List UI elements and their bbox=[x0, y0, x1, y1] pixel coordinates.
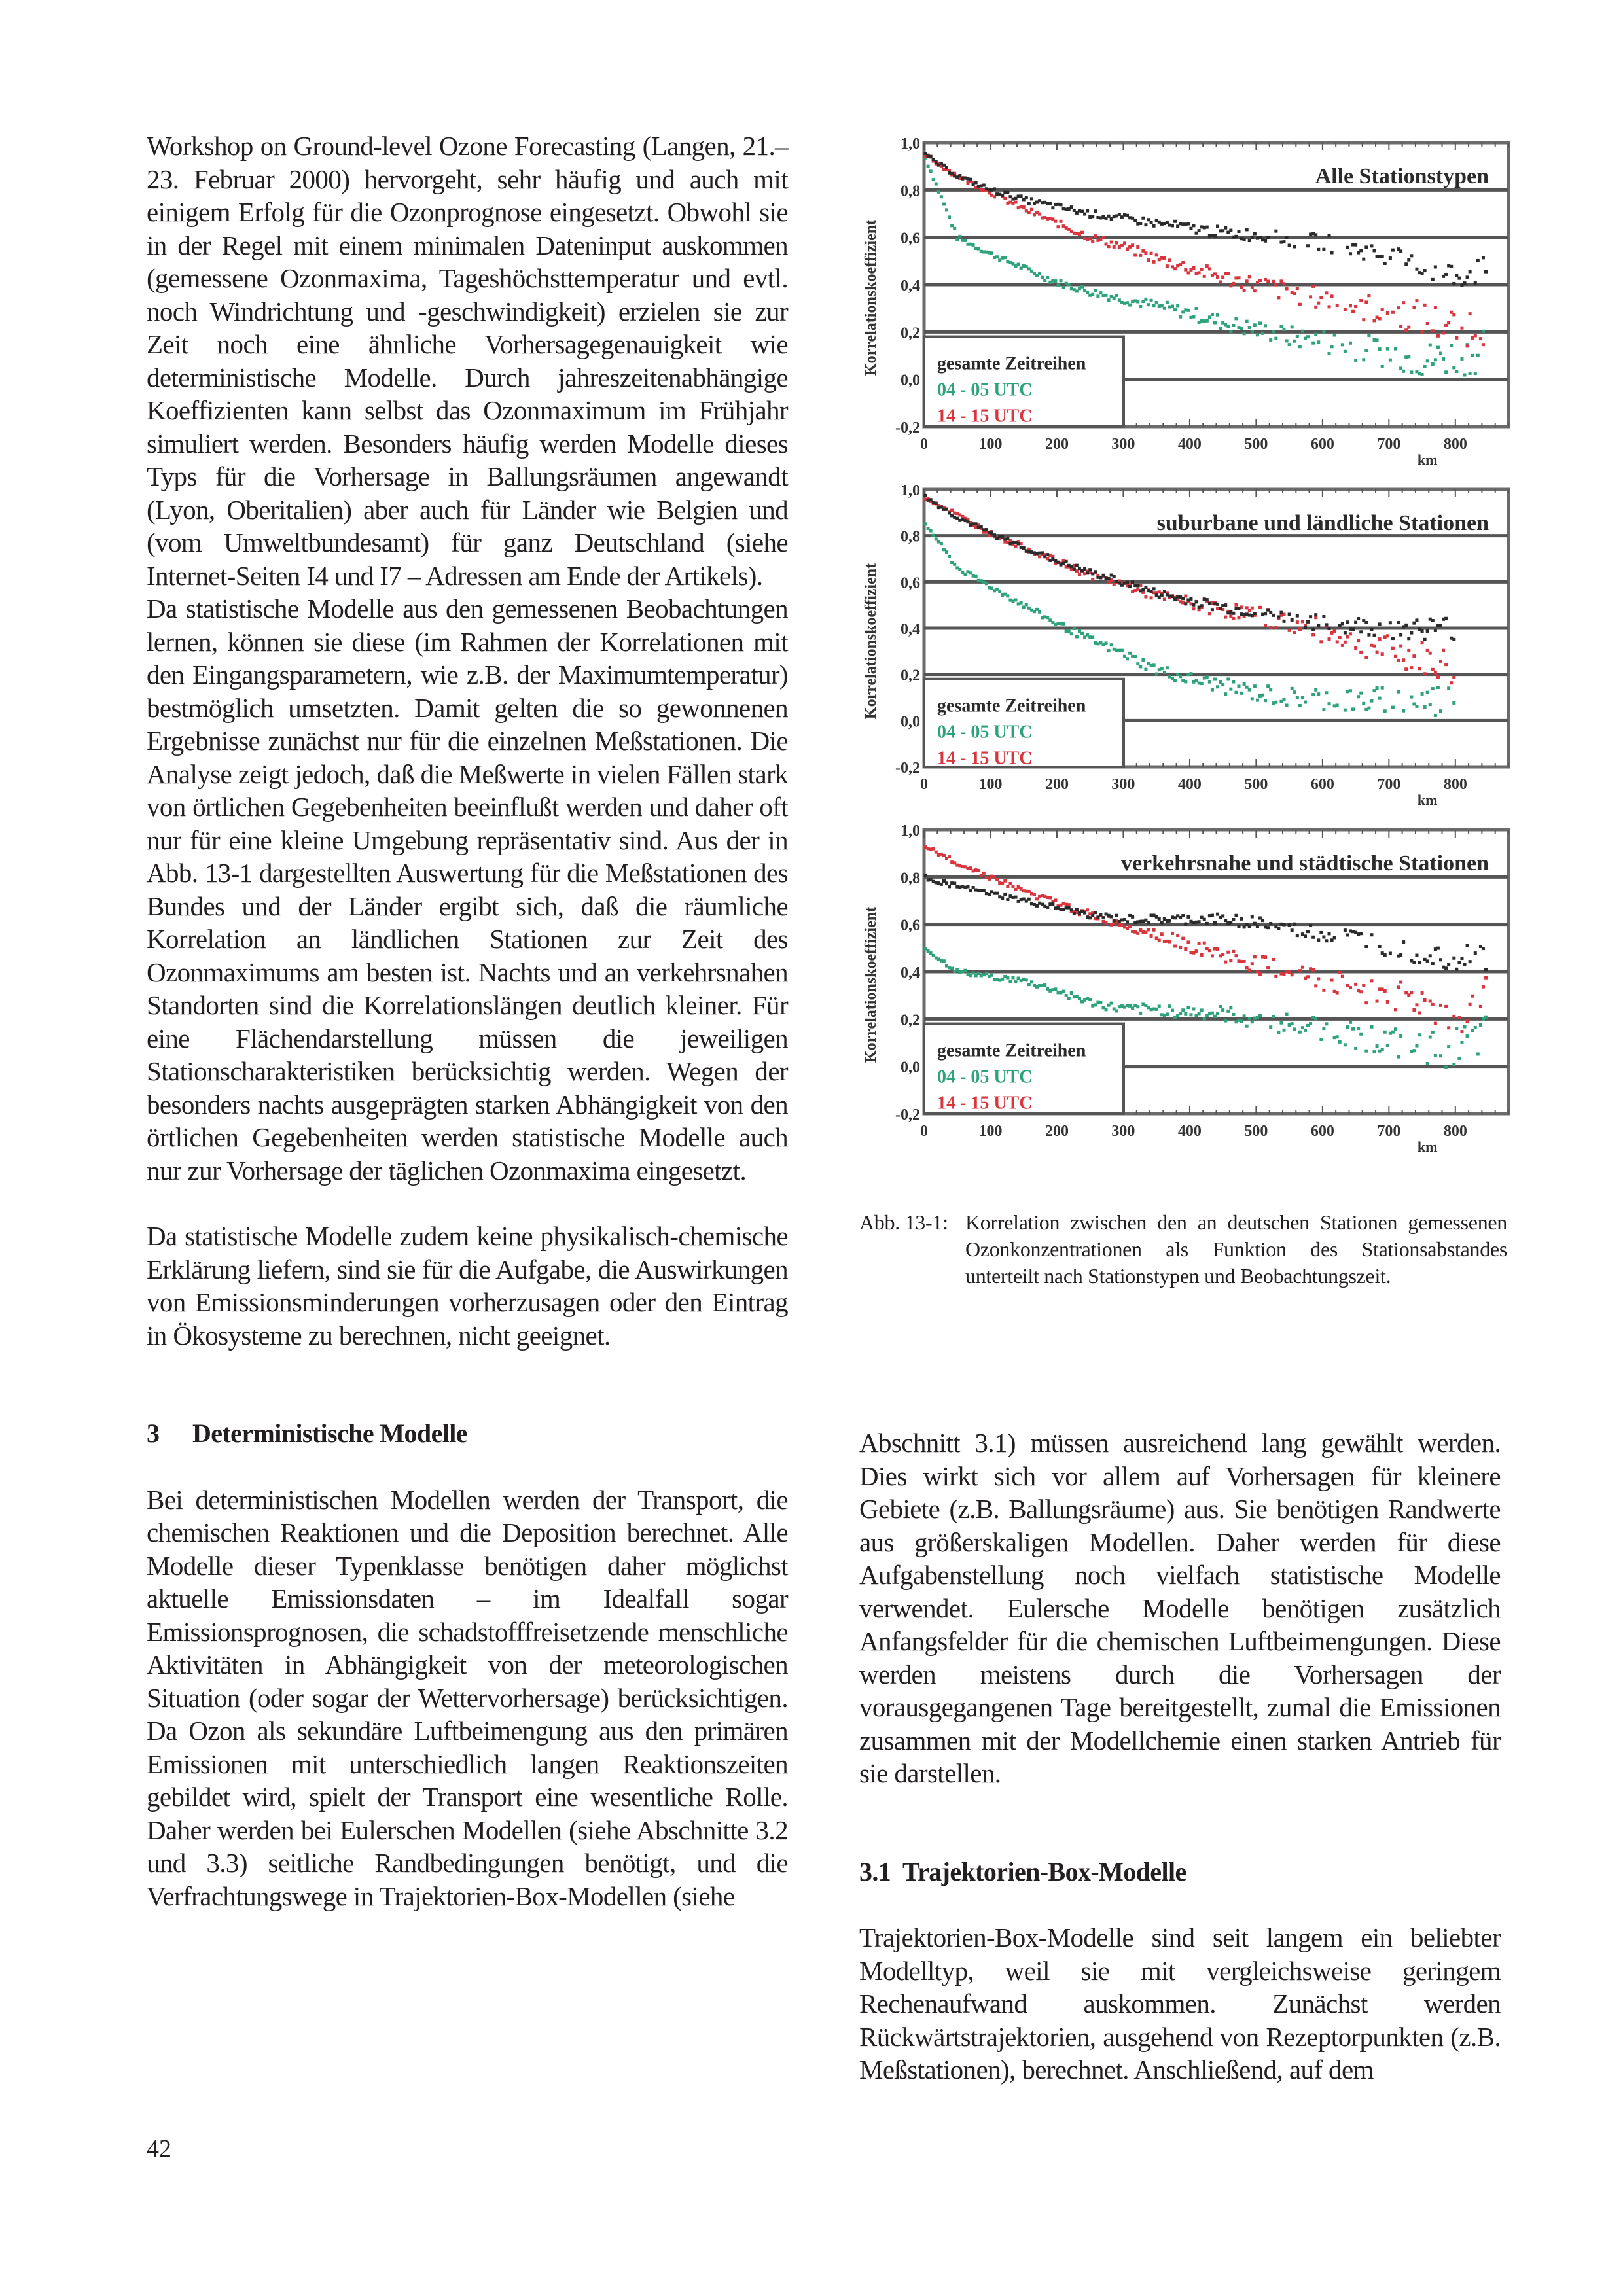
x-tick-label: 200 bbox=[1044, 436, 1069, 453]
x-tick-label: 700 bbox=[1377, 776, 1401, 793]
section-heading bbox=[147, 1417, 788, 1451]
legend-entry: gesamte Zeitreihen bbox=[937, 353, 1086, 374]
y-tick-label: 0,8 bbox=[901, 870, 920, 887]
legend-entry: 04 - 05 UTC bbox=[937, 1067, 1033, 1087]
legend bbox=[924, 1024, 1124, 1114]
legend-entry: gesamte Zeitreihen bbox=[937, 1040, 1086, 1061]
x-tick-label: 800 bbox=[1443, 1123, 1467, 1140]
paragraph: Bei deterministischen Modellen werden der Transport, die chemischen Reaktionen und die Deposition berechnet. Alle Modelle dieser Typenklasse benötigen daher möglichst aktuelle Emissionsdaten – im Idealfall sogar Emissionsprognosen, die schadstofffreisetzende menschliche Aktivitäten in Abhängigkeit von der meteorologischen Situation (oder sogar der Wettervorhersage) berücksichtigen. Da Ozon als sekundäre Luftbeimengung aus den primären Emissionen mit unterschiedlich langen Reaktionszeiten gebildet wird, spielt der Transport eine wesentliche Rolle. Daher werden bei Eulerschen Modellen (siehe Abschnitte 3.2 und 3.3) seitliche Randbedingungen benötigt, und die Verfrachtungswege in Trajektorien-Box-Modellen (siehe bbox=[147, 1484, 788, 1911]
x-tick-label: 400 bbox=[1177, 776, 1202, 793]
x-tick-label: 500 bbox=[1244, 1123, 1268, 1140]
section-title: Deterministische Modelle bbox=[192, 1419, 467, 1448]
legend bbox=[924, 337, 1124, 427]
y-tick-label: 0,6 bbox=[901, 574, 920, 592]
y-tick-label: 0,0 bbox=[901, 1059, 920, 1076]
x-tick-label: 300 bbox=[1111, 436, 1135, 453]
x-tick-label: 0 bbox=[920, 776, 928, 793]
legend-entry: 14 - 15 UTC bbox=[937, 1093, 1033, 1114]
y-tick-label: 1,0 bbox=[901, 135, 920, 152]
x-tick-label: 300 bbox=[1111, 1123, 1135, 1140]
section-number: 3 bbox=[147, 1419, 160, 1448]
legend-entry: 14 - 15 UTC bbox=[937, 406, 1033, 427]
paragraph: Da statistische Modelle aus den gemessenen Beobachtungen lernen, können sie diese (im Rahmen der Korrelationen mit den Eingangsparametern, wie z.B. der Maximumtemperatur) bestmöglich umsetzten. Damit gelten die so gewonnenen Ergebnisse zunächst nur für die einzelnen Meßstationen. Die Analyse zeigt jedoch, daß die Meßwerte in vielen Fällen stark von örtlichen Gegebenheiten beeinflußt werden und daher oft nur für eine kleine Umgebung repräsentativ sind. Aus der in Abb. 13-1 dargestellten Auswertung für die Meßstationen des Bundes und der Länder ergibt sich, daß die räumliche Korrelation an ländlichen Stationen zur Zeit des Ozonmaximums am besten ist. Nachts und an verkehrsnahen Standorten sind die Korrelationslängen deutlich kleiner. Für eine Flächendarstellung müssen die jeweiligen Stationscharakteristiken berücksichtig werden. Wegen der besonders nachts ausgeprägten starken Abhängigkeit von den örtlichen Gegebenheiten werden statistische Modelle auch nur zur Vorhersage der täglichen Ozonmaxima eingesetzt. bbox=[147, 593, 788, 1186]
y-tick-label: -0,2 bbox=[895, 760, 920, 777]
x-tick-label: 700 bbox=[1377, 1123, 1401, 1140]
x-tick-label: 600 bbox=[1310, 436, 1334, 453]
x-tick-label: 300 bbox=[1111, 776, 1135, 793]
chart-suburban-rural-stations bbox=[851, 478, 1512, 818]
y-tick-label: 0,4 bbox=[901, 621, 920, 638]
x-tick-label: 600 bbox=[1310, 776, 1334, 793]
legend-entry: 14 - 15 UTC bbox=[937, 748, 1033, 769]
y-tick-label: 0,0 bbox=[901, 713, 920, 731]
x-tick-label: 0 bbox=[920, 1123, 928, 1140]
legend bbox=[924, 679, 1124, 769]
legend-entry: gesamte Zeitreihen bbox=[937, 696, 1086, 716]
caption-text: Korrelation zwischen den an deutschen Stationen gemessenen Ozonkonzentrationen als Funktion des Stationsabstandes unterteilt nach Stationstypen und Beobachtungszeit. bbox=[965, 1210, 1507, 1288]
y-tick-label: 0,4 bbox=[901, 964, 920, 981]
paragraph: Trajektorien-Box-Modelle sind seit langem ein beliebter Modelltyp, weil sie mit vergleichsweise geringem Rechenaufwand auskommen. Zunächst werden Rückwärtstrajektorien, ausgehend von Rezeptorpunkten (z.B. Meßstationen), berechnet. Anschließend, auf dem bbox=[859, 1922, 1501, 2085]
x-tick-label: 700 bbox=[1377, 436, 1401, 453]
x-tick-label: 100 bbox=[978, 776, 1003, 793]
legend-entry: 04 - 05 UTC bbox=[937, 380, 1033, 400]
subsection-heading bbox=[859, 1856, 1501, 1889]
y-axis-label: Korrelationskoeffizient bbox=[863, 563, 880, 720]
y-tick-label: 1,0 bbox=[901, 822, 920, 839]
x-tick-label: 400 bbox=[1177, 436, 1202, 453]
left-column bbox=[147, 130, 788, 1913]
chart-traffic-urban-stations bbox=[851, 818, 1512, 1165]
y-tick-label: 0,6 bbox=[901, 230, 920, 247]
caption-label: Abb. 13-1: bbox=[859, 1210, 948, 1234]
x-tick-label: 100 bbox=[978, 436, 1003, 453]
y-tick-label: 0,4 bbox=[901, 277, 920, 294]
paragraph: Da statistische Modelle zudem keine physikalisch-chemische Erklärung liefern, sind sie für die Aufgabe, die Auswirkungen von Emissionsminderungen vorherzusagen oder den Eintrag in Ökosysteme zu berechnen, nicht geeignet. bbox=[147, 1221, 788, 1351]
y-tick-label: 0,2 bbox=[901, 325, 920, 342]
x-tick-label: 500 bbox=[1244, 776, 1268, 793]
y-tick-label: 0,8 bbox=[901, 528, 920, 546]
y-tick-label: -0,2 bbox=[895, 419, 920, 436]
x-tick-label: 200 bbox=[1044, 776, 1069, 793]
y-tick-label: 0,2 bbox=[901, 1012, 920, 1029]
x-axis-label: km bbox=[1417, 1139, 1438, 1155]
x-tick-label: 200 bbox=[1044, 1123, 1069, 1140]
x-tick-label: 100 bbox=[978, 1123, 1003, 1140]
chart-title: suburbane und ländliche Stationen bbox=[1156, 511, 1489, 535]
x-tick-label: 600 bbox=[1310, 1123, 1334, 1140]
x-axis-label: km bbox=[1417, 451, 1438, 468]
page-number: 42 bbox=[147, 2135, 171, 2163]
x-tick-label: 0 bbox=[920, 436, 928, 453]
chart-all-station-types bbox=[851, 131, 1512, 478]
paragraph: Abschnitt 3.1) müssen ausreichend lang gewählt werden. Dies wirkt sich vor allem auf Vorhersagen für kleinere Gebiete (z.B. Ballungsräume) aus. Sie benötigen Randwerte aus größerskaligen Modellen. Daher werden für diese Aufgabenstellung noch vielfach statistische Modelle verwendet. Eulersche Modelle benötigen zusätzlich Anfangsfelder für die chemischen Luftbeimengungen. Diese werden meistens durch die Vorhersagen der vorausgegangenen Tage bereitgestellt, zumal die Emissionen zusammen mit der Modellchemie einen starken Antrieb für sie darstellen. bbox=[859, 1428, 1501, 1788]
y-tick-label: 0,2 bbox=[901, 667, 920, 684]
y-tick-label: -0,2 bbox=[895, 1106, 920, 1123]
right-column bbox=[859, 1426, 1501, 2087]
y-tick-label: 0,0 bbox=[901, 372, 920, 389]
y-tick-label: 0,6 bbox=[901, 917, 920, 934]
x-tick-label: 400 bbox=[1177, 1123, 1202, 1140]
chart-title: Alle Stationstypen bbox=[1315, 164, 1489, 188]
paragraph: Workshop on Ground-level Ozone Forecasting (Langen, 21.–23. Februar 2000) hervorgeht, sehr häufig und auch mit einigem Erfolg für die Ozonprognose eingesetzt. Obwohl sie in der Regel mit einem minimalen Dateninput auskommen (gemessene Ozonmaxima, Tageshöchsttemperatur und evtl. noch Windrichtung und -geschwindigkeit) erzielen sie zur Zeit noch eine ähnliche Vorhersagegenauigkeit wie deterministische Modelle. Durch jahreszeitenabhängige Koeffizienten kann selbst das Ozonmaximum im Frühjahr simuliert werden. Besonders häufig werden Modelle dieses Typs für die Vorhersage in Ballungsräumen angewandt (Lyon, Oberitalien) aber auch für Länder wie Belgien und (vom Umweltbundesamt) für ganz Deutschland (siehe Internet-Seiten I4 und I7 – Adressen am Ende der Artikels). bbox=[147, 131, 788, 591]
chart-title: verkehrsnahe und städtische Stationen bbox=[1120, 851, 1489, 875]
x-tick-label: 800 bbox=[1443, 776, 1467, 793]
subsection-number: 3.1 bbox=[859, 1856, 891, 1886]
y-tick-label: 0,8 bbox=[901, 183, 920, 200]
y-axis-label: Korrelationskoeffizient bbox=[863, 219, 880, 376]
x-axis-label: km bbox=[1417, 792, 1438, 808]
figure-caption bbox=[859, 1209, 1507, 1290]
x-tick-label: 800 bbox=[1443, 436, 1467, 453]
x-tick-label: 500 bbox=[1244, 436, 1268, 453]
y-tick-label: 1,0 bbox=[901, 482, 920, 499]
subsection-title: Trajektorien-Box-Modelle bbox=[902, 1856, 1186, 1886]
y-axis-label: Korrelationskoeffizient bbox=[863, 906, 880, 1063]
legend-entry: 04 - 05 UTC bbox=[937, 722, 1033, 743]
